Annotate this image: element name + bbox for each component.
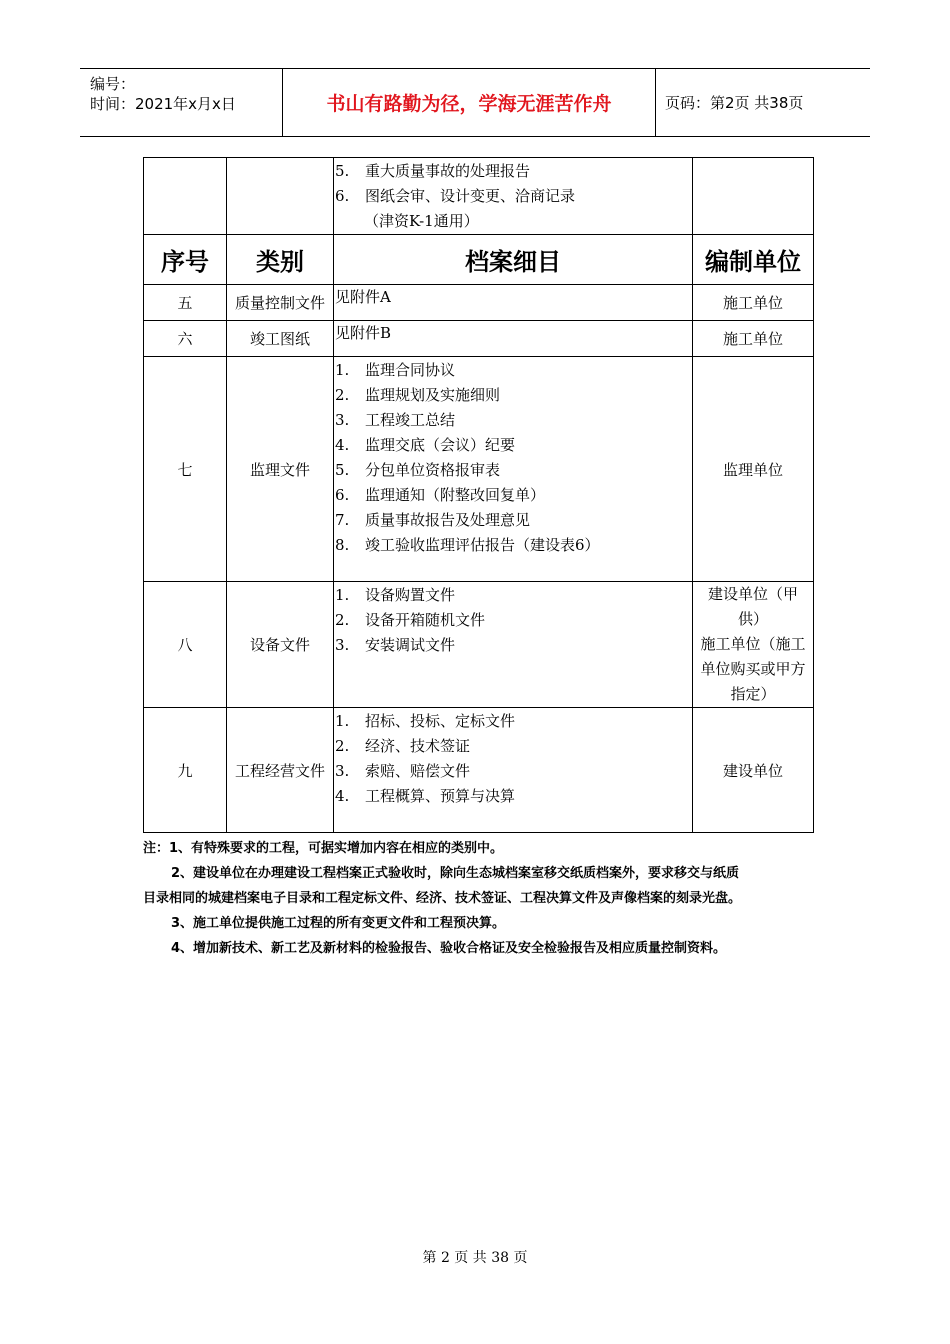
category-cell: 竣工图纸 [227, 321, 334, 357]
list-item: 2. 监理规划及实施细则 [335, 386, 501, 404]
list-item: 1. 设备购置文件 [335, 586, 456, 604]
seq-cell: 七 [144, 357, 227, 582]
note-line: 3、施工单位提供施工过程的所有变更文件和工程预决算。 [171, 916, 506, 931]
seq-cell: 九 [144, 708, 227, 833]
list-item: 4. 工程概算、预算与决算 [335, 787, 516, 805]
unit-cell: 建设单位（甲 供） 施工单位（施工 单位购买或甲方 指定） [693, 582, 814, 708]
category-cell: 监理文件 [227, 357, 334, 582]
table-row [144, 285, 814, 321]
header-motto: 书山有路勤为径，学海无涯苦作舟 [282, 69, 656, 136]
header-page-info: 页码：第2页 共38页 [665, 94, 804, 112]
table-row [144, 582, 814, 708]
category-cell: 质量控制文件 [227, 285, 334, 321]
notes-section [143, 836, 823, 961]
note-line: 目录相同的城建档案电子目录和工程定标文件、经济、技术签证、工程决算文件及声像档案的刻录光盘。 [143, 891, 742, 906]
list-item: 4. 监理交底（会议）纪要 [335, 436, 516, 454]
page-footer: 第 2 页 共 38 页 [422, 1250, 528, 1266]
list-item: 2. 设备开箱随机文件 [335, 611, 486, 629]
list-item: 3. 安装调试文件 [335, 636, 456, 654]
detail-cell: 见附件B [334, 321, 693, 357]
list-item: 1. 监理合同协议 [335, 361, 456, 379]
table-header-row [144, 235, 814, 285]
unit-cell: 施工单位 [693, 321, 814, 357]
list-item: 3. 工程竣工总结 [335, 411, 456, 429]
list-item: 7. 质量事故报告及处理意见 [335, 511, 531, 529]
list-item: 5. 分包单位资格报审表 [335, 461, 501, 479]
column-header: 序号 [144, 235, 227, 285]
archive-table [143, 157, 814, 833]
list-item: 6. 监理通知（附整改回复单） [335, 486, 546, 504]
detail-cell [334, 708, 693, 833]
unit-cell [693, 158, 814, 235]
category-cell: 设备文件 [227, 582, 334, 708]
list-item: 2. 经济、技术签证 [335, 737, 471, 755]
list-item: 5. 重大质量事故的处理报告 [335, 162, 531, 180]
code-label: 编号： [90, 75, 136, 93]
seq-cell: 五 [144, 285, 227, 321]
detail-note: （津资K-1通用） [364, 212, 479, 230]
list-item: 8. 竣工验收监理评估报告（建设表6） [335, 536, 600, 554]
note-line: 2、建设单位在办理建设工程档案正式验收时，除向生态城档案室移交纸质档案外，要求移交与纸质 [171, 866, 740, 881]
seq-cell: 八 [144, 582, 227, 708]
detail-cell [334, 357, 693, 582]
list-item: 6. 图纸会审、设计变更、洽商记录 [335, 187, 576, 205]
list-item: 1. 招标、投标、定标文件 [335, 712, 516, 730]
detail-cell [334, 158, 693, 235]
column-header: 编制单位 [693, 235, 814, 285]
seq-cell [144, 158, 227, 235]
column-header: 类别 [227, 235, 334, 285]
header-meta [80, 69, 282, 136]
category-cell: 工程经营文件 [227, 708, 334, 833]
category-cell [227, 158, 334, 235]
seq-cell: 六 [144, 321, 227, 357]
unit-cell: 监理单位 [693, 357, 814, 582]
detail-cell: 见附件A [334, 285, 693, 321]
detail-cell [334, 582, 693, 708]
column-header: 档案细目 [334, 235, 693, 285]
page-header [80, 68, 870, 137]
table-row [144, 708, 814, 833]
unit-cell: 施工单位 [693, 285, 814, 321]
table-row [144, 158, 814, 235]
unit-cell: 建设单位 [693, 708, 814, 833]
list-item: 3. 索赔、赔偿文件 [335, 762, 471, 780]
table-row [144, 321, 814, 357]
table-row [144, 357, 814, 582]
note-line: 4、增加新技术、新工艺及新材料的检验报告、验收合格证及安全检验报告及相应质量控制资料。 [171, 941, 727, 956]
note-line: 注：1、有特殊要求的工程，可据实增加内容在相应的类别中。 [143, 841, 504, 856]
time-label: 时间：2021年x月x日 [90, 95, 236, 113]
